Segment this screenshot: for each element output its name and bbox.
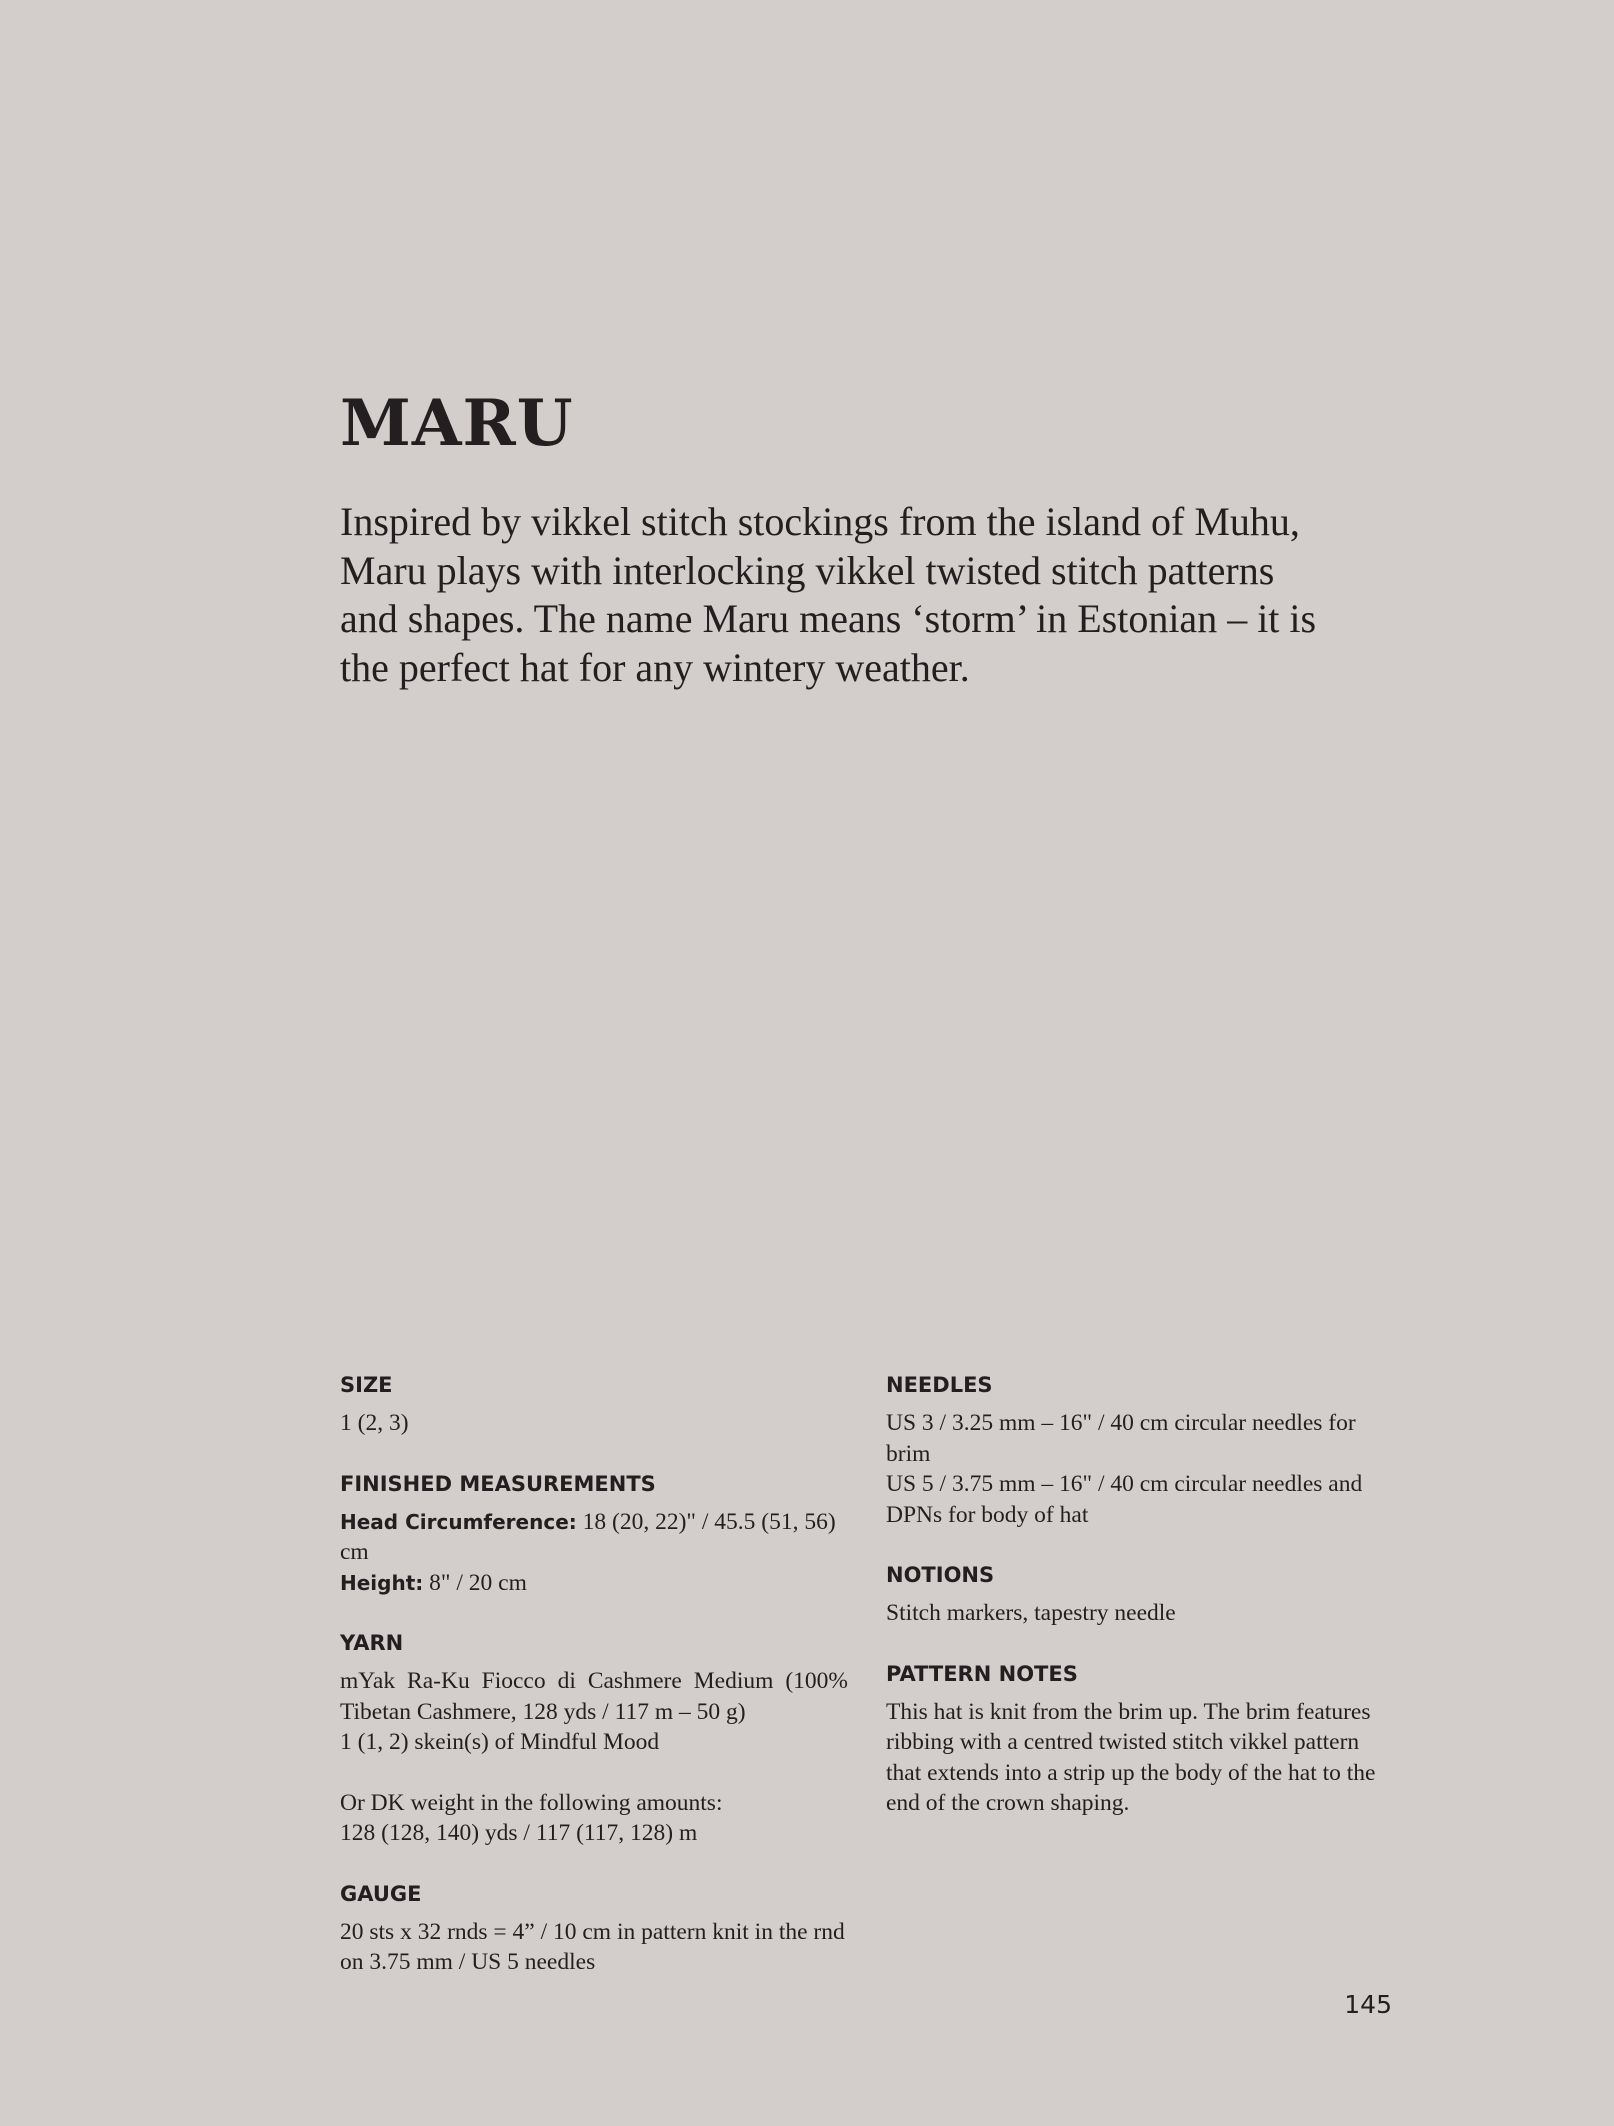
yarn-amounts: 128 (128, 140) yds / 117 (117, 128) m (340, 1820, 698, 1846)
intro-line: Inspired by vikkel stitch stockings from the island of Muhu, (340, 499, 1300, 544)
pattern-notes-heading: PATTERN NOTES (886, 1661, 1078, 1686)
needles-heading: NEEDLES (886, 1373, 993, 1397)
size-value: 1 (2, 3) (340, 1410, 409, 1436)
height-value: 8" / 20 cm (423, 1569, 527, 1596)
size-heading: SIZE (340, 1373, 393, 1397)
yarn-description: mYak Ra-Ku Fiocco di Cashmere Medium (100% Tibetan Cashmere, 128 yds / 117 m – 50 g) (340, 1668, 848, 1725)
yarn-alternative: Or DK weight in the following amounts: (340, 1789, 723, 1816)
notions-section (886, 1560, 1394, 1629)
height (340, 1568, 848, 1599)
needles-section (886, 1370, 1394, 1530)
head-circumference-value: 18 (20, 22)" / 45.5 (51, 56) cm (340, 1508, 836, 1565)
finished-measurements-section (340, 1469, 848, 1599)
pattern-notes-value: This hat is knit from the brim up. The brim features ribbing with a centred twisted stitch vikkel pattern that extends into a strip up the body of the hat to the end of the crown shaping. (886, 1698, 1376, 1816)
yarn-section (340, 1628, 848, 1849)
intro-line: and shapes. The name Maru means ‘storm’ in Estonian – it is (340, 596, 1317, 641)
intro-line: the perfect hat for any wintery weather. (340, 644, 970, 690)
needles-brim: US 3 / 3.25 mm – 16" / 40 cm circular needles for brim (886, 1410, 1356, 1467)
gauge-section (340, 1879, 848, 1978)
head-circumference-label: Head Circumference: (340, 1509, 577, 1534)
page-title: MARU (340, 386, 574, 461)
right-column (886, 1370, 1394, 1849)
yarn-skeins: 1 (1, 2) skein(s) of Mindful Mood (340, 1729, 660, 1755)
left-column (340, 1370, 848, 2008)
page-number: 145 (1344, 1990, 1392, 2019)
finished-measurements-heading: FINISHED MEASUREMENTS (340, 1471, 656, 1496)
size-section (340, 1370, 848, 1439)
intro-paragraph (340, 498, 1390, 692)
gauge-heading: GAUGE (340, 1881, 422, 1906)
gauge-value: 20 sts x 32 rnds = 4” / 10 cm in pattern knit in the rnd on 3.75 mm / US 5 needles (340, 1918, 845, 1975)
pattern-notes-section (886, 1659, 1394, 1819)
height-label: Height: (340, 1570, 424, 1595)
intro-line: Maru plays with interlocking vikkel twisted stitch patterns (340, 547, 1275, 593)
yarn-heading: YARN (340, 1631, 404, 1655)
head-circumference (340, 1507, 848, 1568)
notions-heading: NOTIONS (886, 1563, 995, 1587)
needles-body: US 5 / 3.75 mm – 16" / 40 cm circular needles and DPNs for body of hat (886, 1471, 1363, 1528)
notions-value: Stitch markers, tapestry needle (886, 1600, 1176, 1626)
